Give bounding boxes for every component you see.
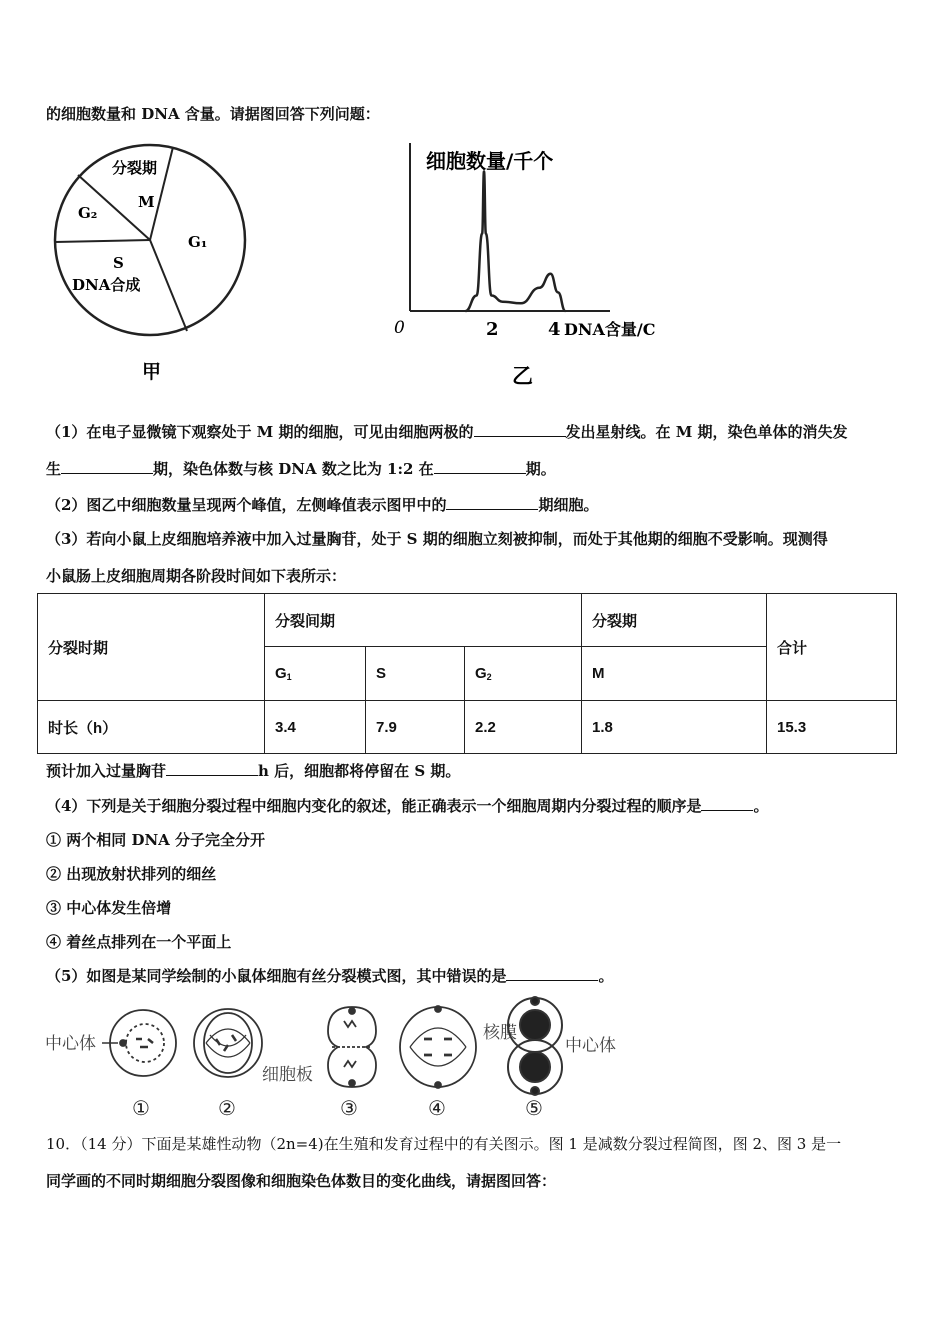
x-axis-label: DNA含量/C [564,320,656,339]
pie-label-m: M [138,193,155,211]
figure-jia-pie [50,135,260,385]
figure-yi-chart [390,135,700,390]
cell-number-1: ① [132,1096,150,1120]
q1-text-b: 发出星射线。在 M 期，染色单体的消失发 [565,423,848,441]
header-g1: $G_1$ [265,647,366,701]
q1-text-a: （1）在电子显微镜下观察处于 M 期的细胞，可见由细胞两极的 [46,423,474,441]
question-1-line-2 [46,458,556,479]
value-total: 15.3 [767,701,897,754]
q3c-text-a: 预计加入过量胸苷 [46,762,167,780]
question-10-line-1: 10．（14 分）下面是某雄性动物（2n=4)在生殖和发育过程中的有关图示。图 1 是减数分裂过程简图，图 2、图 3 是一 [46,1135,842,1153]
pie-divider-g2-s [55,240,150,242]
q5-text-b: 。 [598,967,614,985]
value-s: 7.9 [366,701,465,754]
cell-5 [508,997,562,1095]
x-tick-4: 4 [548,319,561,340]
header-total: 合计 [767,594,897,701]
q1-blank-2[interactable] [61,459,153,474]
pie-divider-s-g1 [150,240,187,331]
question-5 [46,965,613,986]
figure-jia-label: 甲 [142,361,162,383]
row-label-duration: 时长（h） [38,701,265,754]
header-interphase: 分裂间期 [265,594,582,647]
q4-text-a: （4）下列是关于细胞分裂过程中细胞内变化的叙述，能正确表示一个细胞周期内分裂过程的顺序是 [46,797,702,815]
header-m: M [582,647,767,701]
question-3-line-1: （3）若向小鼠上皮细胞培养液中加入过量胸苷，处于 S 期的细胞立刻被抑制，而处于其他期的细胞不受影响。现测得 [46,530,828,548]
label-nuclear-membrane-1: 核膜 [483,1023,517,1043]
header-period: 分裂时期 [38,594,265,701]
q2-blank[interactable] [446,495,538,510]
figure-yi-label: 乙 [512,363,533,388]
cell-number-5: ⑤ [525,1096,543,1120]
header-division: 分裂期 [582,594,767,647]
q1-text-d: 期，染色体数与核 DNA 数之比为 1:2 在 [153,460,434,478]
cell-cycle-table [37,593,897,754]
cell-2 [194,1009,262,1077]
q2-text-b: 期细胞。 [538,496,599,514]
pie-label-s: S [113,254,124,272]
label-centrosome-right: 中心体 [565,1036,616,1056]
header-g2: $G_2$ [465,647,582,701]
q3c-text-b: h 后，细胞都将停留在 S 期。 [258,762,461,780]
q2-text-a: （2）图乙中细胞数量呈现两个峰值，左侧峰值表示图甲中的 [46,496,447,514]
q1-text-e: 期。 [525,460,556,478]
cell-4 [400,1006,476,1088]
q4-option-3: ③ 中心体发生倍增 [46,899,172,917]
question-4 [46,795,768,816]
question-3-line-2: 小鼠肠上皮细胞周期各阶段时间如下表所示： [46,567,347,585]
value-g1: 3.4 [265,701,366,754]
question-10-line-2: 同学画的不同时期细胞分裂图像和细胞染色体数目的变化曲线，请据图回答： [46,1172,557,1190]
y-axis-label: 细胞数量/千个 [426,149,554,173]
pie-label-g1: G₁ [188,233,208,251]
x-tick-2: 2 [486,319,499,340]
q4-option-2: ② 出现放射状排列的细丝 [46,865,217,883]
cell-number-3: ③ [340,1096,358,1120]
pie-label-dna-synthesis: DNA合成 [72,276,141,294]
pie-label-fenliеqi: 分裂期 [112,159,158,177]
question-2 [46,494,598,515]
question-3-prompt [46,760,460,781]
label-centrosome-left: 中心体 [45,1034,96,1054]
cell-1 [102,1010,176,1076]
value-m: 1.8 [582,701,767,754]
pie-label-g2: G₂ [78,204,98,222]
q1-text-c: 生 [46,460,62,478]
q5-text-a: （5）如图是某同学绘制的小鼠体细胞有丝分裂模式图，其中错误的是 [46,967,507,985]
q1-blank-1[interactable] [474,422,566,437]
mitosis-diagrams [40,995,640,1120]
value-g2: 2.2 [465,701,582,754]
q5-blank[interactable] [506,966,598,981]
q4-blank[interactable] [701,796,753,811]
q4-option-4: ④ 着丝点排列在一个平面上 [46,933,232,951]
cell-3 [328,1007,376,1087]
cell-number-4: ④ [428,1096,446,1120]
q1-blank-3[interactable] [434,459,526,474]
dna-distribution-curve [466,172,566,312]
question-1-line-1 [46,421,848,442]
origin-label: 0 [394,318,405,338]
q4-text-b: 。 [753,797,769,815]
q3-blank[interactable] [166,761,258,776]
cell-number-2: ② [218,1096,236,1120]
q4-option-1: ① 两个相同 DNA 分子完全分开 [46,831,266,849]
label-cell-plate: 细胞板 [262,1065,313,1085]
header-s: S [366,647,465,701]
intro-text: 的细胞数量和 DNA 含量。请据图回答下列问题： [46,105,380,123]
